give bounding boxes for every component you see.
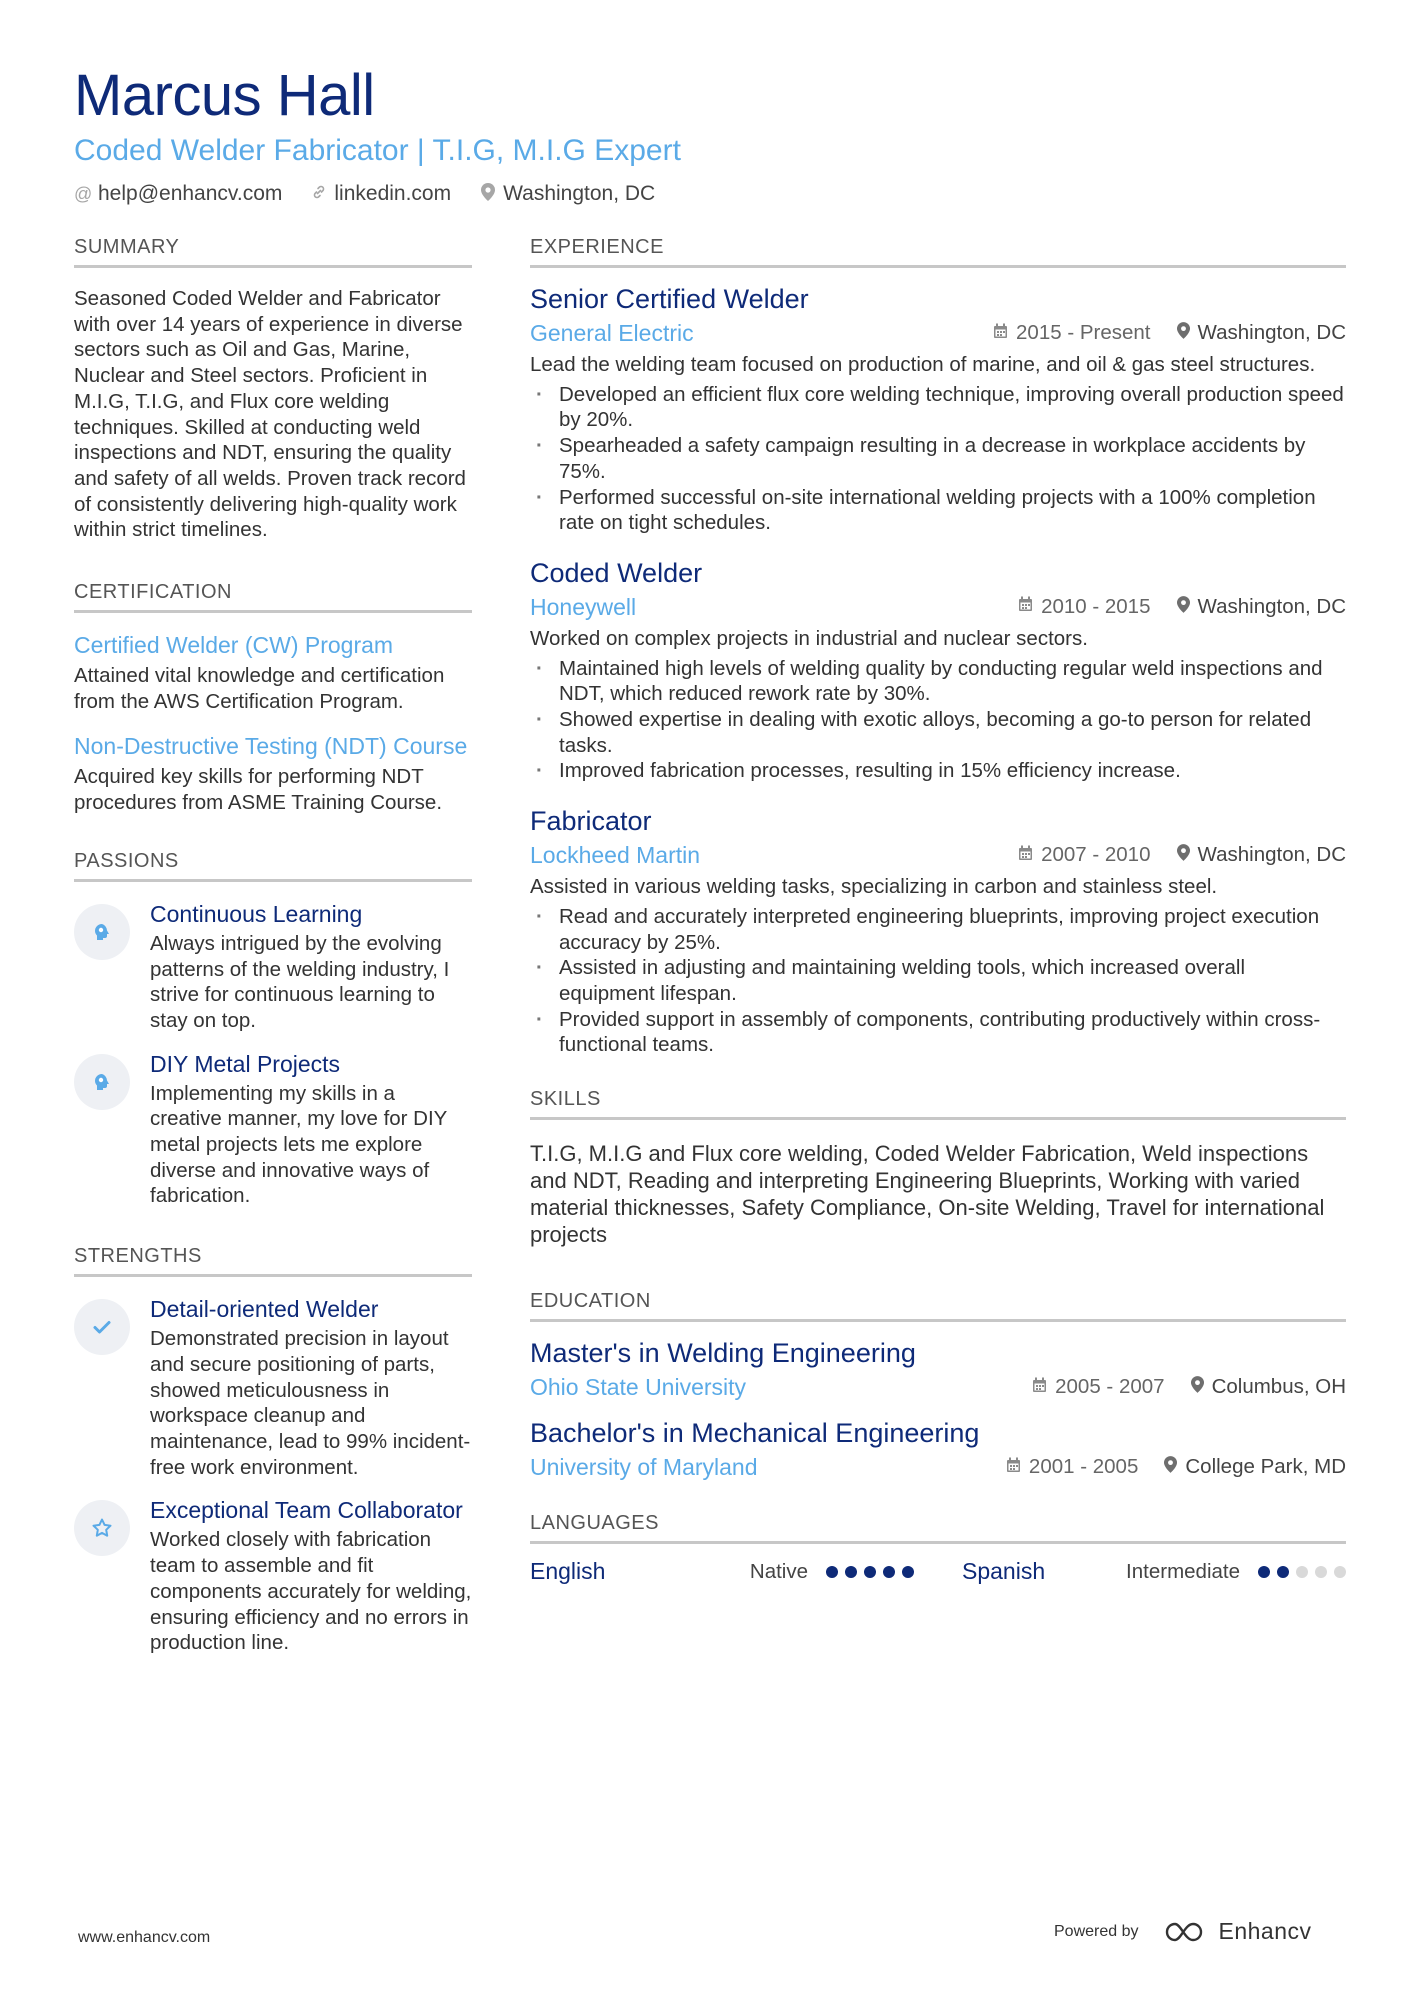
- rating-dot-filled: [826, 1566, 838, 1578]
- education-row: [530, 1452, 1346, 1482]
- language-rating: [1258, 1566, 1346, 1578]
- job-company: General Electric: [530, 320, 694, 346]
- education-entry: [530, 1416, 1346, 1482]
- location-pin-icon: [1177, 844, 1190, 866]
- passion-title: Continuous Learning: [150, 900, 363, 927]
- link-icon: [310, 184, 328, 205]
- certification-section: [74, 581, 472, 816]
- calendar-icon: [1018, 596, 1033, 617]
- summary-section: [74, 236, 472, 543]
- brain-icon: [74, 904, 130, 960]
- location-pin-icon: [1164, 1456, 1177, 1478]
- job-description: Lead the welding team focused on production of marine, and oil & gas steel structures.: [530, 353, 1316, 376]
- candidate-headline: Coded Welder Fabricator | T.I.G, M.I.G Expert: [74, 134, 681, 167]
- certification-item: [74, 732, 472, 815]
- education-dates: [1006, 1455, 1138, 1479]
- job-row: [530, 318, 1346, 348]
- bullet-item: · Maintained high levels of welding quality by conducting regular weld inspections and NDT, which reduced rework rate by 30%.: [530, 656, 1346, 707]
- contact-row: [74, 182, 1354, 206]
- rating-dot-filled: [864, 1566, 876, 1578]
- brand-name: Enhancv: [1218, 1918, 1312, 1944]
- languages-row: [530, 1558, 1346, 1585]
- languages-section: [530, 1512, 1346, 1585]
- job-title: Coded Welder: [530, 557, 703, 588]
- strength-title: Exceptional Team Collaborator: [150, 1497, 463, 1524]
- language-item: [962, 1558, 1346, 1585]
- job-bullets: [530, 382, 1346, 536]
- section-title: SKILLS: [530, 1088, 1346, 1120]
- strengths-section: [74, 1245, 472, 1656]
- language-level: Native: [749, 1559, 808, 1583]
- location-pin-icon: [1177, 596, 1190, 618]
- date-text: 2001 - 2005: [1028, 1455, 1139, 1479]
- degree-title: Master's in Welding Engineering: [530, 1338, 916, 1369]
- job-location: [1177, 595, 1347, 619]
- calendar-icon: [1018, 845, 1033, 866]
- strength-desc: Worked closely with fabrication team to assemble and fit components accurately for welding, ensuring efficiency and no errors in production line.: [150, 1528, 472, 1655]
- education-location: [1164, 1455, 1346, 1479]
- location-text: Washington, DC: [1197, 594, 1346, 618]
- education-entry: [530, 1336, 1346, 1402]
- certification-title: Non-Destructive Testing (NDT) Course: [74, 733, 468, 760]
- passion-body: [150, 900, 472, 1034]
- rating-dot-filled: [883, 1566, 895, 1578]
- bullet-item: · Assisted in adjusting and maintaining welding tools, which increased overall equipment lifespan.: [530, 955, 1346, 1006]
- section-title: PASSIONS: [74, 850, 472, 882]
- date-text: 2015 - Present: [1016, 321, 1151, 344]
- job-company: Honeywell: [530, 593, 637, 620]
- strength-item: [74, 1496, 472, 1656]
- section-title: EDUCATION: [530, 1290, 1346, 1322]
- location-pin-icon: [479, 183, 497, 206]
- passion-desc: Implementing my skills in a creative manner, my love for DIY metal projects lets me explore diverse and innovative ways of fabrication.: [150, 1081, 447, 1208]
- brand-logo[interactable]: [1163, 1918, 1312, 1945]
- school-name: Ohio State University: [530, 1374, 747, 1401]
- location-text: Columbus, OH: [1211, 1375, 1346, 1399]
- job-entry: [530, 556, 1346, 784]
- summary-text: Seasoned Coded Welder and Fabricator with over 14 years of experience in diverse sectors such as Oil and Gas, Marine, Nuclear and Steel sectors. Proficient in M.I.G, T.I.G, and Flux core welding techniques. Skilled at conducting weld inspections and NDT, ensuring the quality and safety of all welds. Proven track record of consistently delivering high-quality work within strict timelines.: [74, 287, 466, 542]
- email-text: help@enhancv.com: [98, 182, 283, 205]
- passion-body: [150, 1050, 472, 1210]
- bullet-item: · Performed successful on-site international welding projects with a 100% completion rate on tight schedules.: [530, 485, 1346, 536]
- education-meta: [1006, 1455, 1346, 1479]
- calendar-icon: [1032, 1377, 1047, 1398]
- job-row: [530, 592, 1346, 622]
- language-level: Intermediate: [1126, 1559, 1240, 1583]
- certification-item: [74, 631, 472, 714]
- job-row: [530, 840, 1346, 870]
- section-title: LANGUAGES: [530, 1512, 1346, 1544]
- resume-header: [74, 62, 1354, 206]
- passions-section: [74, 850, 472, 1209]
- bullet-item: · Spearheaded a safety campaign resulting in a decrease in workplace accidents by 75%.: [530, 433, 1346, 484]
- rating-dot-filled: [902, 1566, 914, 1578]
- skills-section: [530, 1088, 1346, 1248]
- job-entry: [530, 804, 1346, 1058]
- education-section: [530, 1290, 1346, 1482]
- job-title: Fabricator: [530, 806, 652, 837]
- section-title: CERTIFICATION: [74, 581, 472, 613]
- location-text: College Park, MD: [1185, 1455, 1346, 1479]
- at-icon: @: [74, 183, 93, 204]
- job-title: Senior Certified Welder: [530, 284, 809, 314]
- passion-item: [74, 1050, 472, 1210]
- language-name: Spanish: [962, 1558, 1046, 1585]
- footer-website[interactable]: www.enhancv.com: [78, 1929, 211, 1946]
- contact-linkedin[interactable]: [310, 182, 451, 206]
- check-icon: [74, 1299, 130, 1355]
- job-bullets: [530, 904, 1346, 1058]
- calendar-icon: [1006, 1457, 1021, 1478]
- job-dates: [1018, 843, 1150, 867]
- passion-title: DIY Metal Projects: [150, 1050, 341, 1077]
- contact-location: [479, 182, 655, 206]
- brain-icon: [74, 1054, 130, 1110]
- location-pin-icon: [1191, 1376, 1204, 1398]
- date-text: 2010 - 2015: [1041, 594, 1151, 618]
- education-row: [530, 1372, 1346, 1402]
- skills-text: T.I.G, M.I.G and Flux core welding, Coded Welder Fabrication, Weld inspections and NDT, Reading and interpreting Engineering Blueprints, Working with varied material thicknesses, Safety Compliance, On-site Welding, Travel for international projects: [530, 1141, 1325, 1248]
- job-entry: [530, 282, 1346, 536]
- bullet-item: · Read and accurately interpreted engineering blueprints, improving project execution accuracy by 25%.: [530, 904, 1346, 955]
- certification-desc: Attained vital knowledge and certification from the AWS Certification Program.: [74, 664, 445, 713]
- strength-item: [74, 1295, 472, 1480]
- language-rating: [826, 1566, 914, 1578]
- section-title: EXPERIENCE: [530, 236, 1346, 268]
- degree-title: Bachelor's in Mechanical Engineering: [530, 1418, 980, 1449]
- rating-dot-empty: [1296, 1566, 1308, 1578]
- rating-dot-empty: [1334, 1566, 1346, 1578]
- bullet-item: · Provided support in assembly of components, contributing productively within cross-functional teams.: [530, 1007, 1346, 1058]
- strength-title: Detail-oriented Welder: [150, 1296, 379, 1323]
- strength-body: [150, 1295, 472, 1480]
- rating-dot-filled: [1258, 1566, 1270, 1578]
- star-icon: [74, 1500, 130, 1556]
- certification-title: Certified Welder (CW) Program: [74, 632, 394, 659]
- passion-desc: Always intrigued by the evolving patterns of the welding industry, I strive for continuous learning to stay on top.: [150, 931, 450, 1032]
- job-location: [1177, 321, 1347, 345]
- location-text: Washington, DC: [1197, 321, 1346, 344]
- education-location: [1191, 1375, 1346, 1399]
- enhancv-logo-icon: [1163, 1920, 1209, 1944]
- job-meta: [1018, 595, 1346, 619]
- calendar-icon: [993, 323, 1008, 344]
- strength-desc: Demonstrated precision in layout and secure positioning of parts, showed meticulousness in workspace cleanup and maintenance, lead to 99% incident-free work environment.: [150, 1327, 471, 1479]
- language-item: [530, 1558, 914, 1585]
- rating-dot-empty: [1315, 1566, 1327, 1578]
- powered-by-label: Powered by: [1054, 1922, 1139, 1940]
- bullet-item: · Improved fabrication processes, resulting in 15% efficiency increase.: [530, 758, 1346, 784]
- linkedin-text: linkedin.com: [334, 182, 452, 205]
- location-text: Washington, DC: [503, 182, 656, 205]
- rating-dot-filled: [1277, 1566, 1289, 1578]
- job-dates: [1018, 595, 1150, 619]
- date-text: 2005 - 2007: [1055, 1375, 1165, 1399]
- section-title: SUMMARY: [74, 236, 472, 268]
- job-meta: [993, 321, 1346, 345]
- experience-section: [530, 236, 1346, 1058]
- rating-dot-filled: [845, 1566, 857, 1578]
- bullet-item: · Developed an efficient flux core welding technique, improving overall production speed by 20%.: [530, 382, 1346, 433]
- job-company: Lockheed Martin: [530, 842, 701, 869]
- contact-email[interactable]: [74, 182, 282, 206]
- section-title: STRENGTHS: [74, 1245, 472, 1277]
- job-bullets: [530, 656, 1346, 785]
- passion-item: [74, 900, 472, 1034]
- job-description: Worked on complex projects in industrial and nuclear sectors.: [530, 626, 1088, 650]
- job-meta: [1018, 843, 1346, 867]
- candidate-name: Marcus Hall: [74, 63, 375, 128]
- footer-brand: [1054, 1918, 1312, 1945]
- location-pin-icon: [1177, 322, 1190, 344]
- education-meta: [1032, 1375, 1346, 1399]
- left-column: [74, 236, 472, 1656]
- job-description: Assisted in various welding tasks, specializing in carbon and stainless steel.: [530, 875, 1218, 899]
- right-column: [530, 236, 1346, 1585]
- job-dates: [993, 321, 1150, 345]
- date-text: 2007 - 2010: [1041, 843, 1151, 867]
- certification-desc: Acquired key skills for performing NDT procedures from ASME Training Course.: [74, 765, 443, 815]
- bullet-item: · Showed expertise in dealing with exotic alloys, becoming a go-to person for related tasks.: [530, 707, 1346, 758]
- education-dates: [1032, 1375, 1164, 1399]
- location-text: Washington, DC: [1197, 843, 1346, 867]
- strength-body: [150, 1496, 472, 1656]
- language-name: English: [530, 1558, 606, 1585]
- school-name: University of Maryland: [530, 1454, 758, 1481]
- job-location: [1177, 843, 1347, 867]
